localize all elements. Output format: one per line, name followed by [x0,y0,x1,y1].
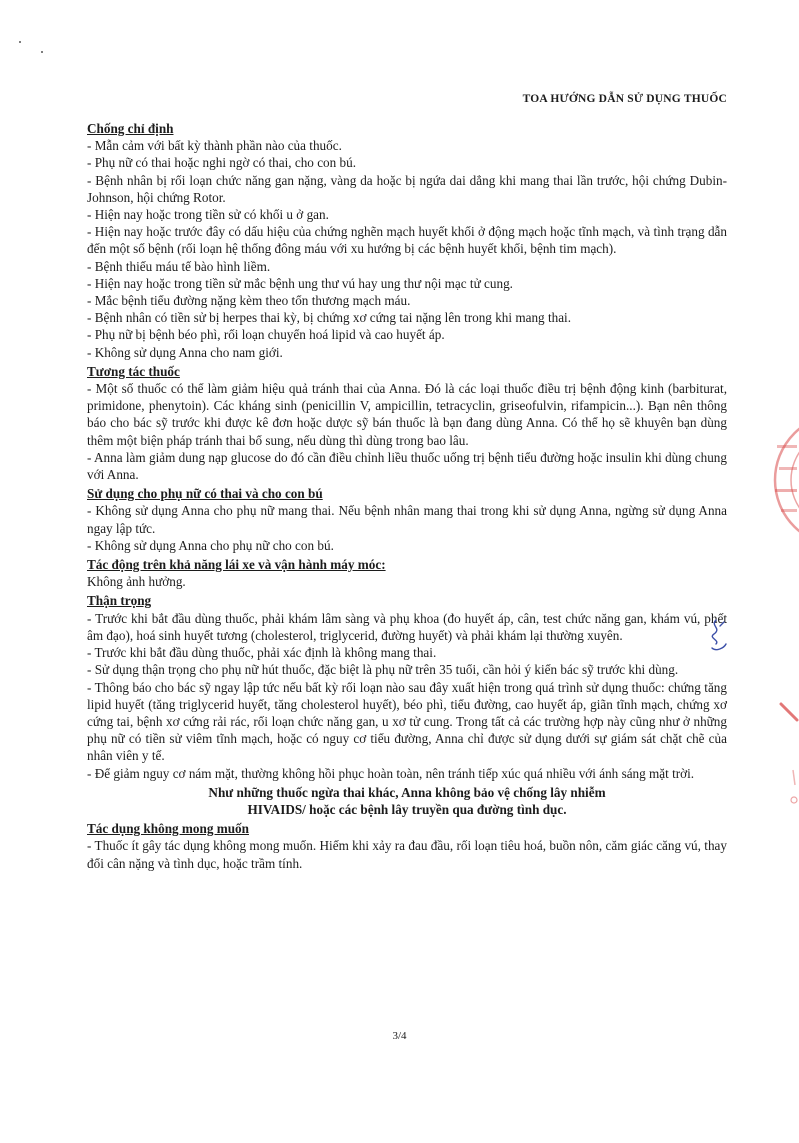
paragraph-line: - Để giảm nguy cơ nám mặt, thường không hồi phục hoàn toàn, nên tránh tiếp xúc quá nhiều với ánh sáng mặt trời. [87,765,695,781]
scan-specks [18,40,48,65]
hiv-notice [87,784,727,818]
paragraph-line: - Mắc bệnh tiểu đường nặng kèm theo tổn thương mạch máu. [87,293,411,309]
paragraph-line: - Không sử dụng Anna cho nam giới. [87,344,283,360]
document-header: TOA HƯỚNG DẪN SỬ DỤNG THUỐC [522,93,727,105]
paragraph-line: - Thông báo cho bác sỹ ngay lập tức nếu bất kỳ rối loạn nào sau đây xuất hiện trong quá trình sử dụng thuốc: chứng tăng lipid huyết (tăng triglycerid huyết, tăng cholesterol huyết), béo phì, tiểu đường, cao huyết áp, giãn tĩnh mạch, chứng xơ cứng tai, bệnh xơ cứng rải rác, rối loạn chức năng gan, u xơ tử cung. Trong tất cả các trường hợp này cũng như ở những phụ nữ có tiền sử viêm tĩnh mạch, hoặc có nguy cơ tiểu đường, Anna chỉ được sử dụng dưới sự giám sát chặt chẽ của nhân viên y tế. [87,679,727,764]
paragraph-line: - Mẫn cảm với bất kỳ thành phần nào của thuốc. [87,138,342,154]
signature-icon [706,618,730,659]
paragraph-line: - Hiện nay hoặc trong tiền sử mắc bệnh ung thư vú hay ung thư nội mạc tử cung. [87,275,513,291]
paragraph-line: - Hiện nay hoặc trong tiền sử có khối u ở gan. [87,207,329,223]
section-heading-side-effects: Tác dụng không mong muốn [87,821,249,837]
paragraph-line: - Sử dụng thận trọng cho phụ nữ hút thuốc, đặc biệt là phụ nữ trên 35 tuổi, cần hỏi ý kiến bác sỹ trước khi dùng. [87,662,679,678]
paragraph-line: - Phụ nữ có thai hoặc nghi ngờ có thai, cho con bú. [87,155,357,171]
page-number: 3/4 [392,1030,407,1042]
red-stamp-icon [771,405,799,555]
paragraph-line: - Không sử dụng Anna cho phụ nữ mang thai. Nếu bệnh nhân mang thai trong khi sử dụng Anna, ngừng sử dụng Anna ngay lập tức. [87,503,727,536]
paragraph-line: - Bệnh nhân bị rối loạn chức năng gan nặng, vàng da hoặc bị ngứa dai dẳng khi mang thai lần trước, hội chứng Dubin-Johnson, hội chứng Rotor. [87,172,727,205]
paragraph-line: Không ảnh hưởng. [87,574,186,590]
document-content [87,118,727,872]
section-heading-driving: Tác động trên khả năng lái xe và vận hành máy móc: [87,557,386,573]
paragraph-line: - Hiện nay hoặc trước đây có dấu hiệu của chứng nghẽn mạch huyết khối ở động mạch hoặc tĩnh mạch, và tình trạng dẫn đến một số bệnh (rối loạn hệ thống đông máu với xu hướng bị các bệnh huyết khối, bệnh tim mạch). [87,224,727,257]
paragraph-line: - Trước khi bắt đầu dùng thuốc, phải xác định là không mang thai. [87,645,437,661]
paragraph-line: - Thuốc ít gây tác dụng không mong muốn. Hiếm khi xảy ra đau đầu, rối loạn tiêu hoá, buồn nôn, căm giác căng vú, thay đổi cân nặng và tình dục, hoặc trầm tính. [87,838,727,871]
paragraph-line: - Không sử dụng Anna cho phụ nữ cho con bú. [87,537,334,553]
paragraph-line: - Anna làm giảm dung nạp glucose do đó cần điều chỉnh liều thuốc uống trị bệnh tiểu đường hoặc insulin khi dùng chung với Anna. [87,449,727,483]
section-heading-contraindications: Chống chỉ định [87,121,174,136]
section-heading-pregnancy: Sử dụng cho phụ nữ có thai và cho con bú [87,486,323,502]
notice-line-1: Như những thuốc ngừa thai khác, Anna không bảo vệ chống lây nhiễm [208,784,606,800]
paragraph-line: - Bệnh thiếu máu tế bào hình liềm. [87,258,271,274]
section-heading-precautions: Thận trọng [87,593,152,609]
paragraph-line: - Trước khi bắt đầu dùng thuốc, phải khám lâm sàng và phụ khoa (đo huyết áp, cân, test chức năng gan, khám vú, phết âm đạo), hoá sinh huyết tương (cholesterol, triglycerid, đường huyết) và phải khám lại thường xuyên. [87,610,727,643]
red-mark-icon [779,690,799,825]
paragraph-line: - Phụ nữ bị bệnh béo phì, rối loạn chuyển hoá lipid và cao huyết áp. [87,327,445,343]
paragraph-line: - Một số thuốc có thể làm giảm hiệu quả tránh thai của Anna. Đó là các loại thuốc điều trị bệnh động kinh (barbiturat, primidone, phenytoin). Các kháng sinh (penicillin V, ampicillin, tetracyclin, griseofulvin, rifampicin...). Bạn nên thông báo cho bác sỹ trước khi được kê đơn hoặc dược sỹ bán thuốc là bạn đang dùng Anna. Có thể họ sẽ khuyên bạn dùng thêm một biện pháp tránh thai bổ sung, nếu dùng thì dùng trong bao lâu. [87,381,727,448]
notice-line-2: HIVAIDS/ hoặc các bệnh lây truyền qua đường tình dục. [247,801,567,817]
paragraph-line: - Bệnh nhân có tiền sử bị herpes thai kỳ, bị chứng xơ cứng tai nặng lên trong khi mang thai. [87,310,572,326]
section-heading-interactions: Tương tác thuốc [87,363,180,379]
